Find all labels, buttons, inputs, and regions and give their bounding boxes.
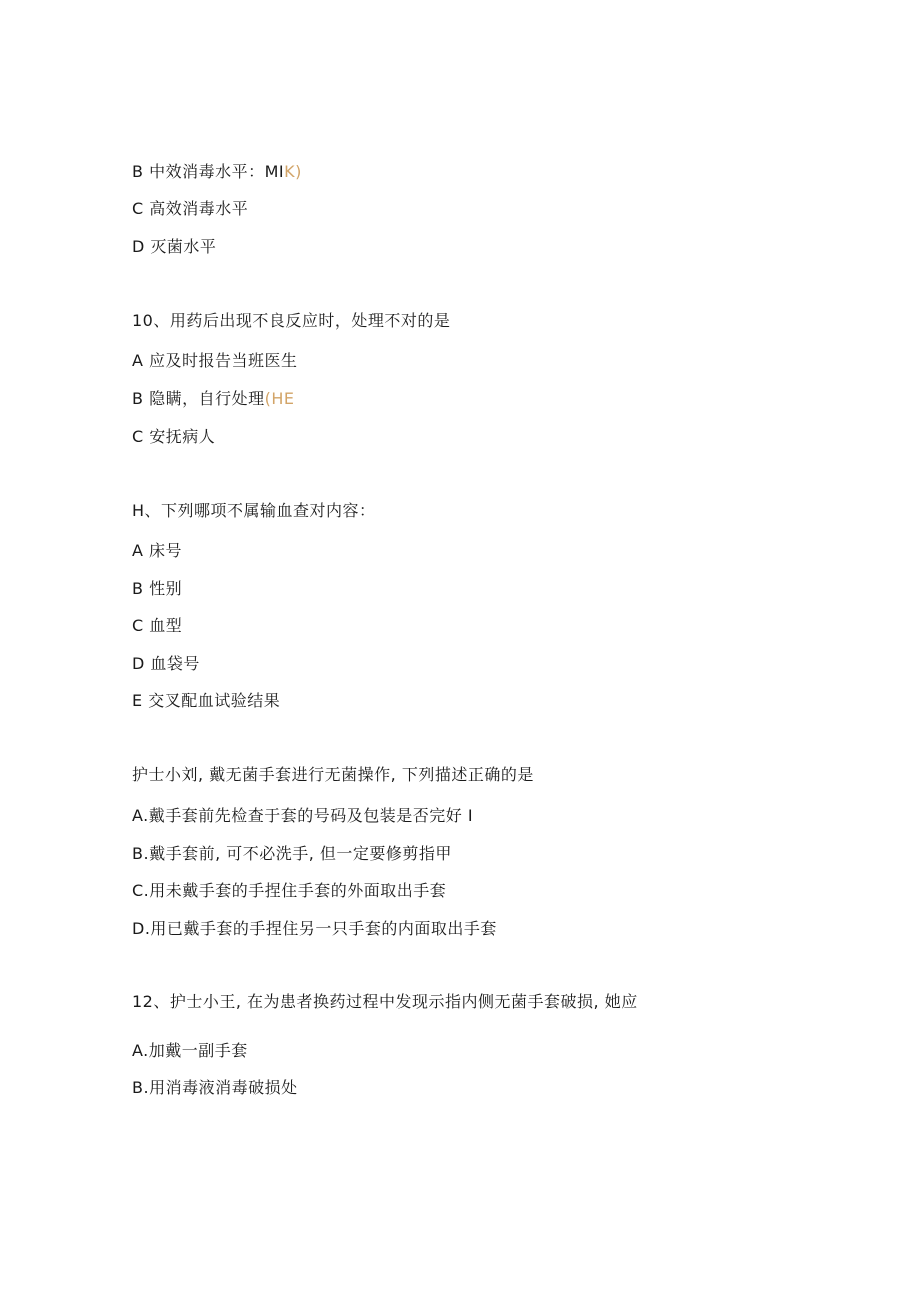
q10-option-a: A 应及时报告当班医生 (132, 351, 298, 370)
q10-option-c: C 安抚病人 (132, 427, 216, 446)
option-text: B 隐瞒，自行处理 (132, 389, 265, 408)
scan-mark: (HE (264, 389, 295, 408)
q11-option-a: A 床号 (132, 541, 183, 560)
option-b-disinfection (132, 162, 302, 182)
question-10: 10、用药后出现不良反应时，处理不对的是 (132, 311, 451, 330)
q11-option-e: E 交叉配血试验结果 (132, 691, 281, 710)
q10-option-b (132, 389, 294, 409)
q11-option-d: D 血袋号 (132, 654, 200, 673)
q11-option-b: B 性别 (132, 579, 183, 598)
glove-option-a: A.戴手套前先检查于套的号码及包装是否完好 I (132, 806, 474, 825)
q12-option-b: B.用消毒液消毒破损处 (132, 1078, 298, 1097)
option-c-disinfection: C 高效消毒水平 (132, 199, 249, 218)
question-12: 12、护士小王, 在为患者换药过程中发现示指内侧无菌手套破损, 她应 (132, 992, 638, 1011)
option-d-disinfection: D 灭菌水平 (132, 237, 217, 256)
scan-mark: K) (284, 162, 302, 181)
glove-option-d: D.用已戴手套的手捏住另一只手套的内面取出手套 (132, 919, 497, 938)
option-text: B 中效消毒水平：MI (132, 162, 285, 181)
glove-option-b: B.戴手套前, 可不必洗手, 但一定要修剪指甲 (132, 844, 452, 863)
question-glove: 护士小刘, 戴无菌手套进行无菌操作, 下列描述正确的是 (132, 765, 534, 784)
q12-option-a: A.加戴一副手套 (132, 1041, 248, 1060)
question-11: H、下列哪项不属输血查对内容： (132, 501, 376, 520)
q11-option-c: C 血型 (132, 616, 183, 635)
glove-option-c: C.用未戴手套的手捏住手套的外面取出手套 (132, 881, 447, 900)
